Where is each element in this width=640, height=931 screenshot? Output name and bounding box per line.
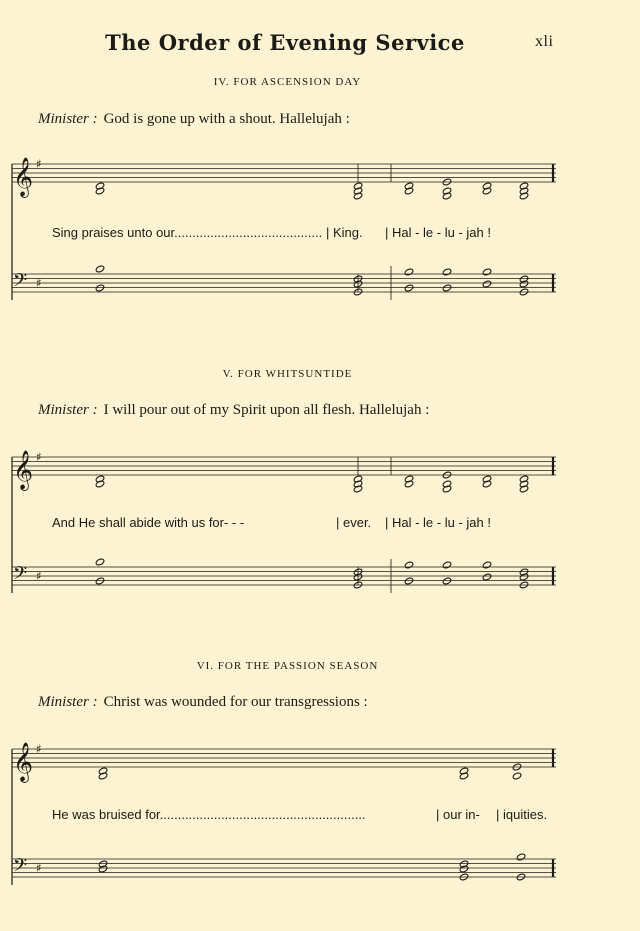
- minister-role-label: Minister :: [38, 694, 98, 710]
- note-head: [442, 268, 452, 276]
- minister-versicle-passion: [38, 694, 368, 711]
- note-head: [482, 573, 492, 581]
- treble-staff: [12, 157, 556, 200]
- lyric-recit-ascension: Sing praises unto our.........................................: [52, 225, 323, 240]
- minister-text: Christ was wounded for our transgressions :: [103, 694, 368, 710]
- page-number: xli: [535, 33, 554, 50]
- sharp-icon: ♯: [36, 276, 42, 290]
- note-head: [482, 561, 492, 569]
- note-head: [95, 558, 105, 566]
- running-title: The Order of Evening Service: [105, 30, 465, 55]
- section-heading-ascension: IV. FOR ASCENSION DAY: [213, 76, 362, 88]
- note-head: [404, 561, 414, 569]
- treble-staff: [12, 742, 556, 783]
- treble-clef-icon: 𝄞: [13, 742, 34, 782]
- minister-versicle-ascension: [38, 111, 350, 128]
- lyric-bar2-whitsuntide: | Hal - le - lu - jah !: [385, 515, 491, 530]
- section-heading-passion: VI. FOR THE PASSION SEASON: [196, 660, 379, 672]
- bass-staff: [12, 265, 556, 300]
- lyric-bar1-whitsuntide: | ever.: [336, 515, 372, 530]
- note-head: [95, 284, 105, 292]
- sharp-icon: ♯: [36, 742, 42, 756]
- note-head: [512, 772, 522, 780]
- minister-text: I will pour out of my Spirit upon all flesh. Hallelujah :: [103, 402, 430, 418]
- sharp-icon: ♯: [36, 569, 42, 583]
- treble-clef-icon: 𝄞: [13, 450, 34, 490]
- note-head: [442, 577, 452, 585]
- sharp-icon: ♯: [36, 861, 42, 875]
- treble-clef-icon: 𝄞: [13, 157, 34, 197]
- note-head: [442, 284, 452, 292]
- minister-role-label: Minister :: [38, 402, 98, 418]
- sharp-icon: ♯: [36, 450, 42, 464]
- treble-staff: [12, 450, 556, 493]
- bass-clef-icon: 𝄢: [13, 855, 28, 881]
- lyric-bar1-ascension: | King.: [326, 225, 363, 240]
- note-head: [95, 265, 105, 273]
- bass-staff: [12, 853, 556, 881]
- lyric-recit-whitsuntide: And He shall abide with us for- - -: [52, 515, 245, 530]
- bass-clef-icon: 𝄢: [13, 270, 28, 296]
- note-head: [404, 268, 414, 276]
- lyric-recit-passion: He was bruised for.........................................................: [52, 807, 366, 822]
- note-head: [516, 853, 526, 861]
- note-head: [404, 577, 414, 585]
- lyric-bar2-passion: | iquities.: [496, 807, 548, 822]
- section-heading-whitsuntide: V. FOR WHITSUNTIDE: [222, 368, 353, 380]
- minister-versicle-whitsuntide: [38, 402, 429, 419]
- minister-role-label: Minister :: [38, 111, 98, 127]
- note-head: [482, 280, 492, 288]
- note-head: [442, 561, 452, 569]
- bass-clef-icon: 𝄢: [13, 563, 28, 589]
- lyric-bar2-ascension: | Hal - le - lu - jah !: [385, 225, 491, 240]
- note-head: [404, 284, 414, 292]
- note-head: [482, 268, 492, 276]
- minister-text: God is gone up with a shout. Hallelujah :: [103, 111, 350, 127]
- note-head: [95, 577, 105, 585]
- sharp-icon: ♯: [36, 157, 42, 171]
- lyric-bar1-passion: | our in-: [436, 807, 480, 822]
- bass-staff: [12, 558, 556, 593]
